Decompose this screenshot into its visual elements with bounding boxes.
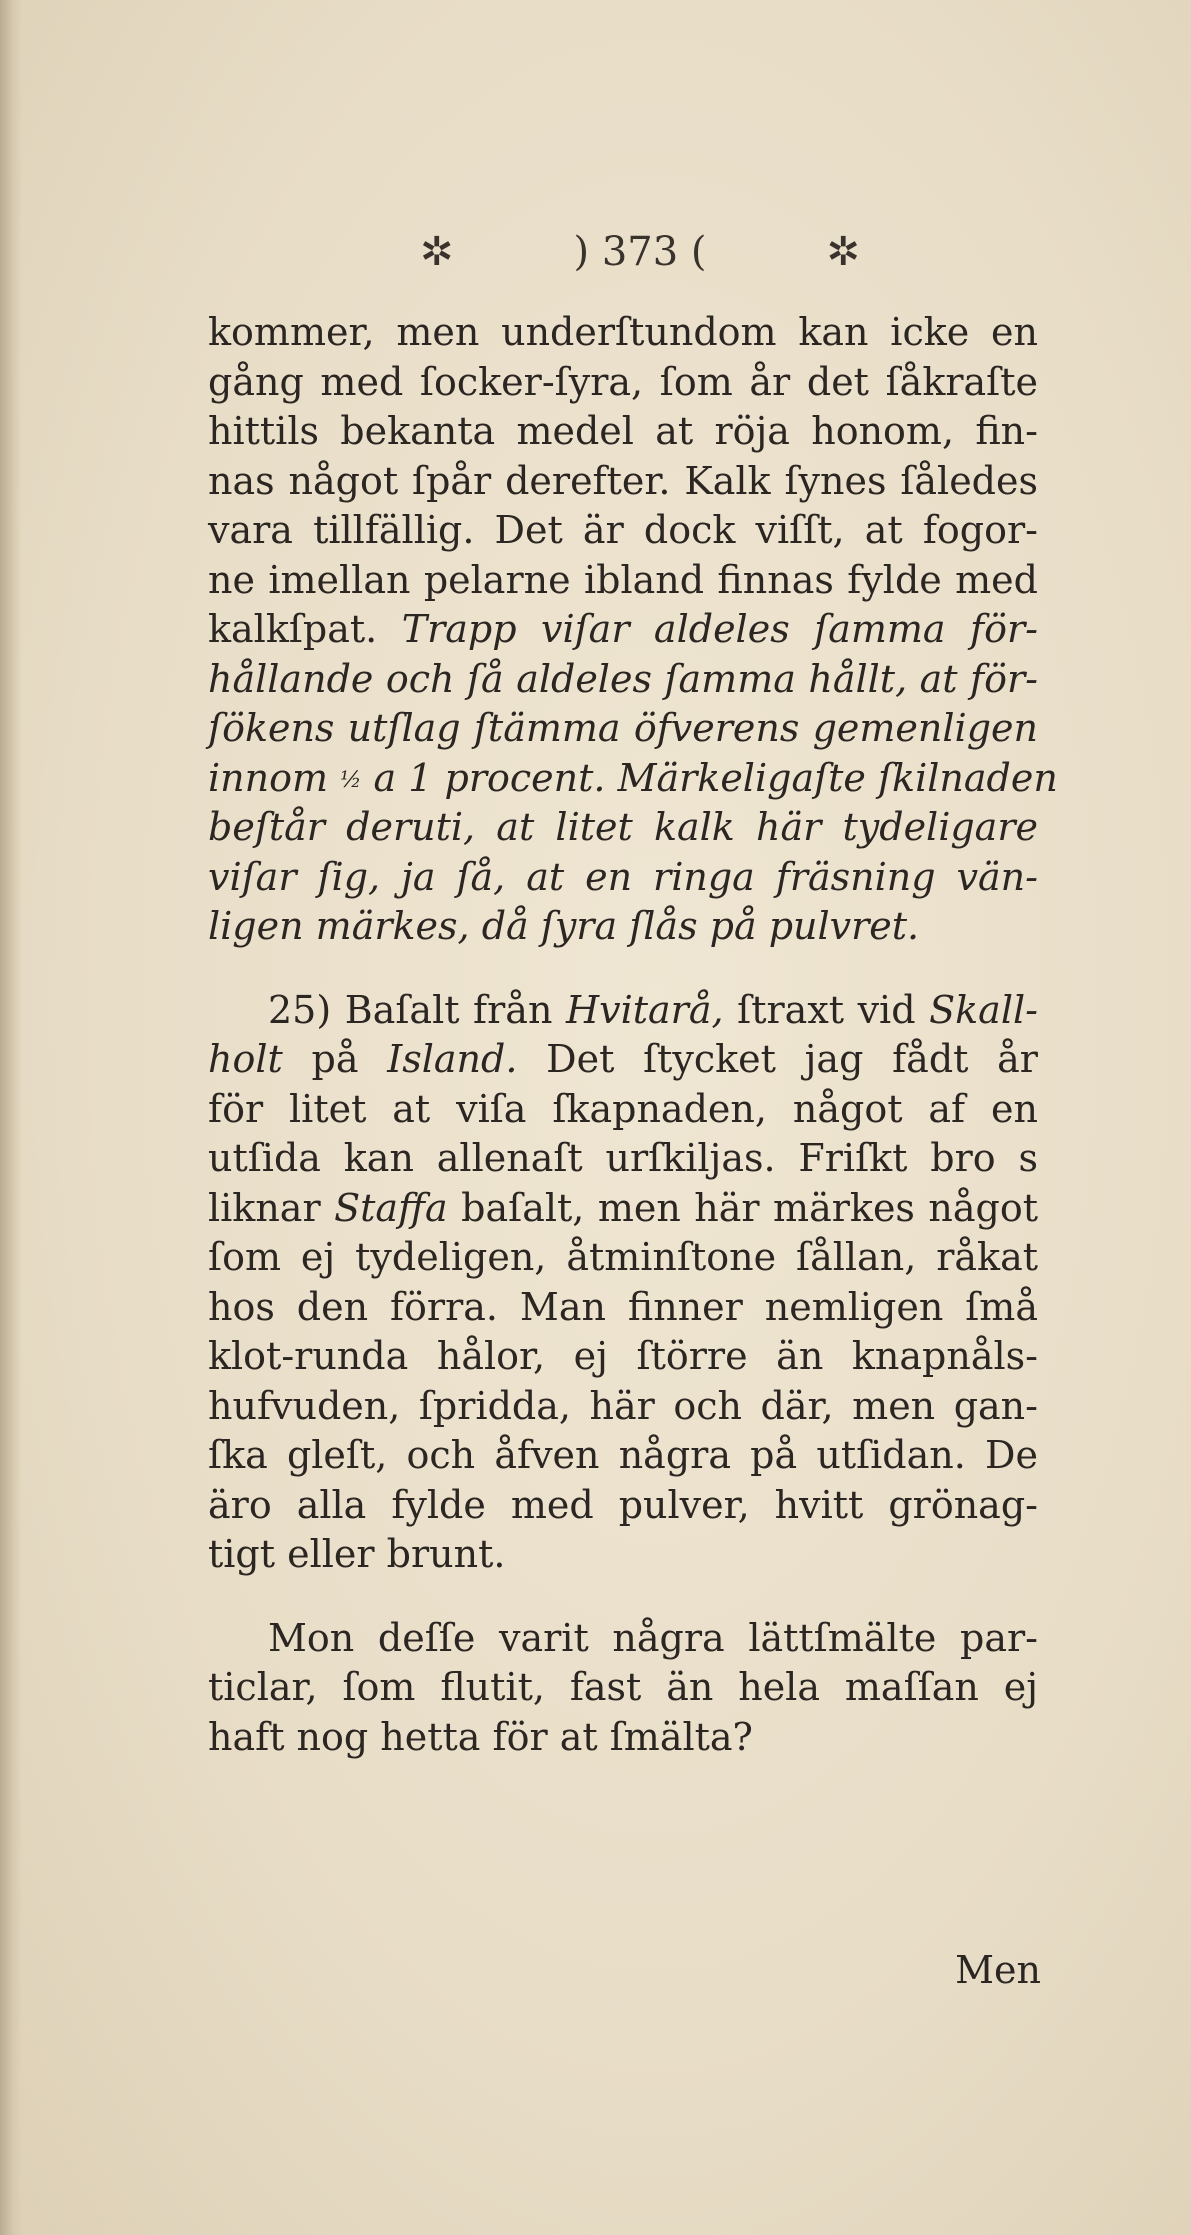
text-line: för litet at viſa ſkapnaden, något af en [208, 1086, 1038, 1131]
text-line: ne imellan pelarne ibland finnas fylde med [208, 557, 1038, 602]
paragraph-gap [208, 952, 1038, 986]
text-line: Mon deſſe varit några lättſmälte par- [268, 1615, 1038, 1660]
text-segment: baſalt, men här märkes något [461, 1185, 1038, 1230]
ornament-left-icon: ✲ [420, 229, 454, 275]
text-line: ſka gleſt, och åfven några på utſidan. De [208, 1433, 1038, 1477]
page-header [420, 222, 860, 282]
catchword: Men [955, 1948, 1041, 1992]
text-segment: a 1 procent. Märkeligaſte ſkilnaden [373, 755, 1058, 800]
text-segment: liknar [208, 1185, 321, 1230]
text-line: haft nog hetta för at ſmälta? [208, 1714, 753, 1759]
text-line: hittils bekanta medel at röja honom, fin- [208, 409, 1038, 453]
text-line: hos den förra. Man finner nemligen ſmå [208, 1284, 1038, 1329]
page-number: ) 373 ( [573, 229, 707, 275]
paragraph-gap [208, 1580, 1038, 1614]
text-line [208, 1035, 1038, 1085]
place-name: holt [208, 1037, 283, 1081]
text-line [208, 754, 1058, 804]
text-line: äro alla fylde med pulver, hvitt grönag- [208, 1482, 1038, 1527]
body-text [208, 308, 1058, 1762]
text-line: beſtår deruti, at litet kalk här tydeligare [208, 805, 1038, 849]
text-line: kommer, men underſtundom kan icke en [208, 310, 1038, 354]
fraction-half: ½ [340, 768, 362, 794]
text-line: vara tillfällig. Det är dock viſſt, at fogor- [208, 508, 1038, 552]
text-line: ſökens utſlag ſtämma öfverens gemenligen [208, 706, 1038, 750]
page-edge-shadow [0, 0, 22, 2235]
item-number: 25) [268, 987, 332, 1032]
text-line: gång med ſocker-ſyra, ſom år det ſåkraſte [208, 359, 1038, 404]
text-segment: kalkſpat. [208, 607, 378, 651]
text-line: utſida kan allenaſt urſkiljas. Friſkt bro s [208, 1136, 1038, 1180]
place-name: Skall- [929, 987, 1038, 1032]
text-line [208, 986, 1038, 1036]
text-line [208, 1184, 1038, 1234]
text-line: klot-runda hålor, ej ſtörre än knapnåls- [208, 1334, 1038, 1378]
text-line: viſar ſig, ja ſå, at en ringa fräsning vän- [208, 854, 1038, 899]
text-segment: Baſalt från [344, 987, 553, 1032]
text-line: ſom ej tydeligen, åtminſtone ſållan, råkat [208, 1235, 1038, 1279]
italic-segment: Trapp viſar aldeles ſamma för- [401, 607, 1038, 651]
ornament-right-icon: ✲ [826, 229, 860, 275]
place-name: Staffa [334, 1185, 448, 1230]
place-name: Hvitarå, [566, 987, 724, 1032]
text-segment: innom [208, 755, 329, 800]
text-segment: Det ſtycket jag fådt år [546, 1037, 1038, 1081]
text-line: tigt eller brunt. [208, 1532, 506, 1576]
place-name: Island. [387, 1037, 518, 1081]
text-line: nas något ſpår derefter. Kalk ſynes ſåledes [208, 458, 1038, 503]
text-line: ligen märkes, då ſyra ſlås på pulvret. [208, 904, 920, 948]
text-line [208, 605, 1038, 655]
text-line: ticlar, ſom flutit, fast än hela maſſan ej [208, 1665, 1038, 1709]
text-segment: ſtraxt vid [737, 987, 916, 1032]
text-line: hufvuden, ſpridda, här och där, men gan- [208, 1383, 1038, 1428]
text-line: hållande och ſå aldeles ſamma hållt, at för- [208, 656, 1038, 701]
text-segment: på [311, 1037, 359, 1081]
